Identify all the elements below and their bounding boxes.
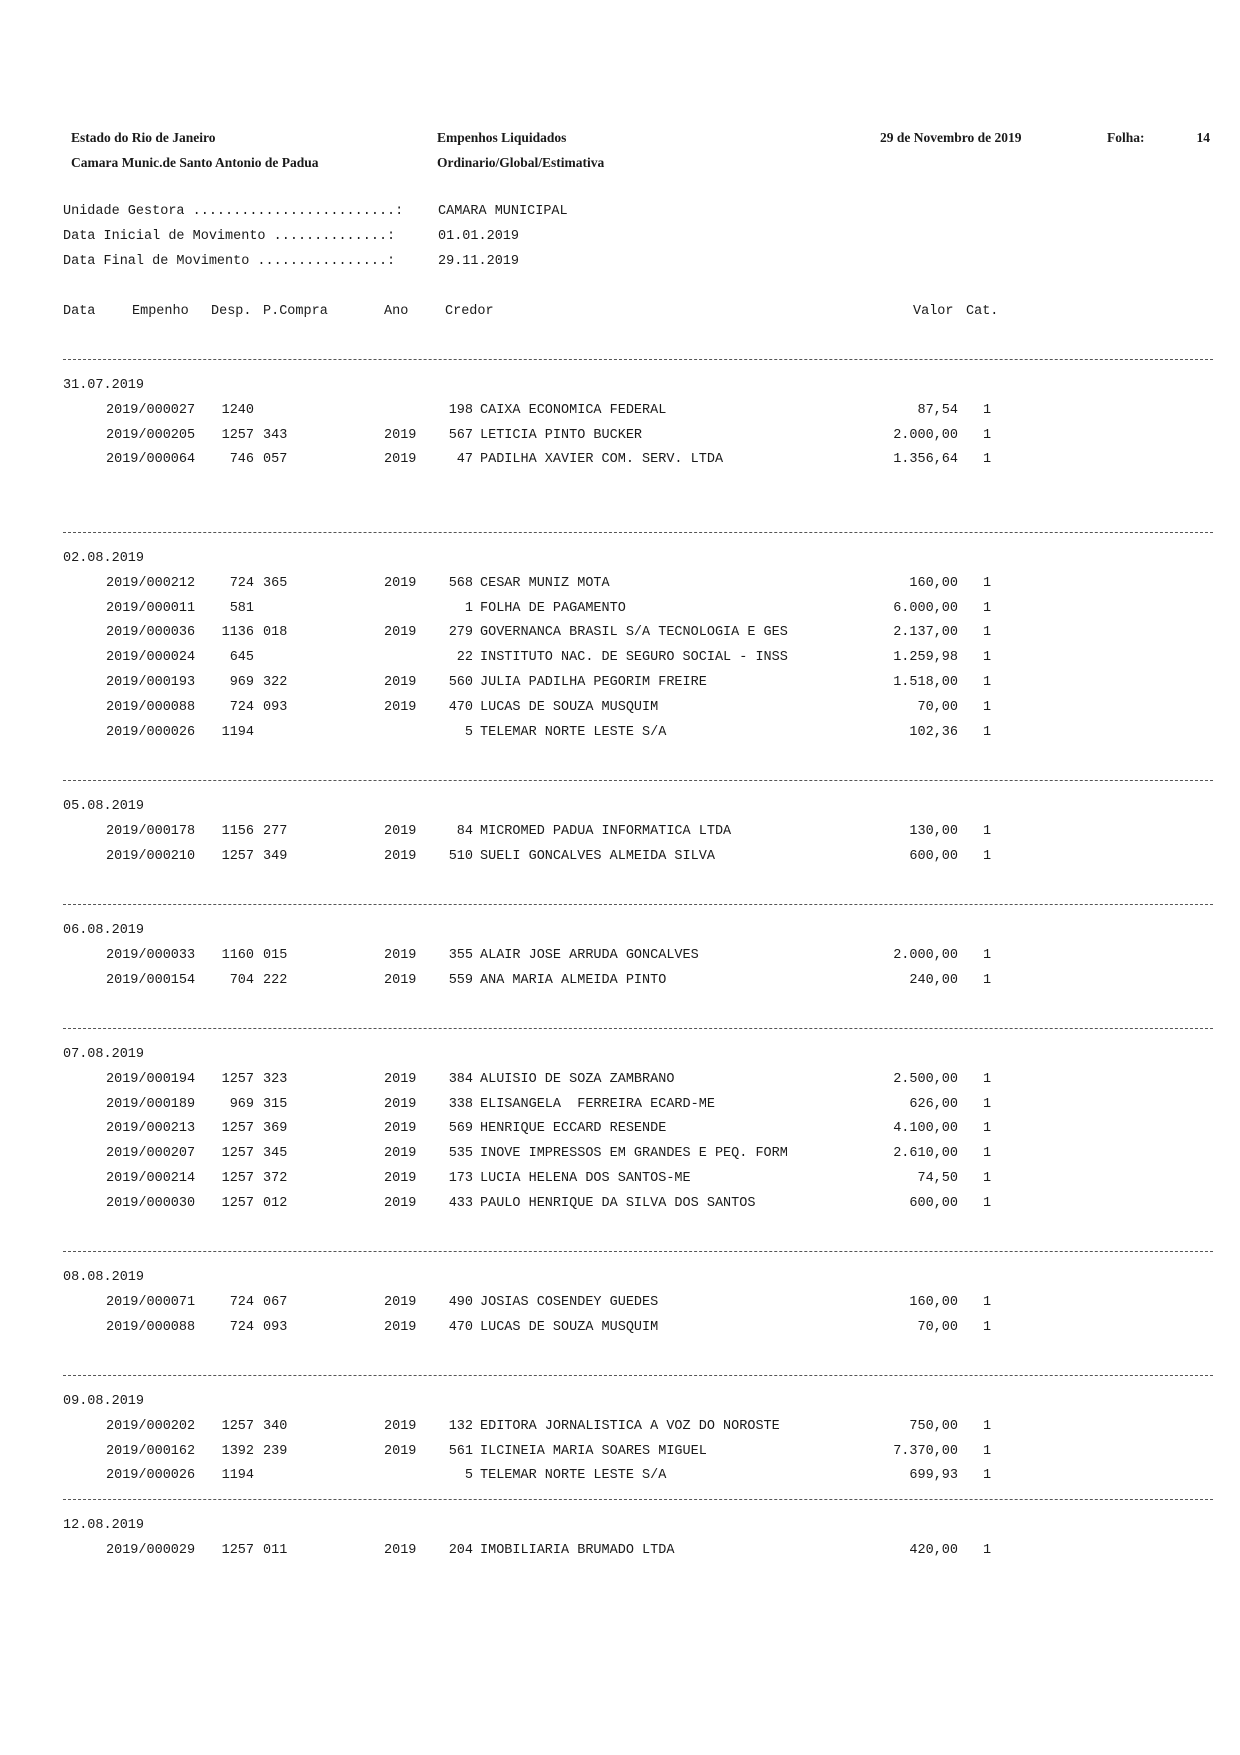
cell-cat: 1 — [983, 1294, 992, 1310]
cell-pcompra: 057 — [263, 452, 288, 468]
cell-credor-code: 384 — [448, 1071, 473, 1087]
cell-cat: 1 — [983, 650, 992, 666]
cell-ano: 2019 — [384, 1146, 417, 1162]
cell-empenho: 2019/000030 — [106, 1195, 196, 1211]
cell-ano: 2019 — [384, 1171, 417, 1186]
group-date: 09.08.2019 — [63, 1394, 145, 1409]
separator-line — [63, 780, 1213, 781]
separator-line — [63, 532, 1213, 533]
cell-credor: CESAR MUNIZ MOTA — [480, 575, 610, 591]
cell-pcompra: 315 — [263, 1096, 288, 1112]
cell-cat: 1 — [983, 1418, 992, 1434]
cell-valor: 2.500,00 — [893, 1071, 958, 1087]
cell-pcompra: 018 — [263, 625, 288, 641]
cell-credor-code: 198 — [448, 402, 473, 418]
cell-valor: 420,00 — [909, 1542, 958, 1558]
cell-credor: LUCAS DE SOUZA MUSQUIM — [480, 1319, 659, 1335]
cell-pcompra: 093 — [263, 1319, 288, 1335]
param-label-data-inicial: Data Inicial de Movimento ..............: — [63, 229, 396, 244]
cell-credor: HENRIQUE ECCARD RESENDE — [480, 1121, 667, 1137]
cell-credor: SUELI GONCALVES ALMEIDA SILVA — [480, 848, 715, 864]
cell-pcompra: 349 — [263, 848, 288, 864]
col-header-valor: Valor — [913, 304, 954, 319]
cell-desp: 1257 — [221, 1146, 254, 1162]
cell-valor: 130,00 — [909, 823, 958, 839]
col-header-ano: Ano — [384, 304, 409, 319]
cell-valor: 600,00 — [909, 848, 958, 864]
cell-pcompra: 093 — [263, 699, 288, 715]
cell-cat: 1 — [983, 675, 992, 690]
cell-cat: 1 — [983, 1542, 992, 1558]
cell-ano: 2019 — [384, 699, 417, 715]
group-date: 02.08.2019 — [63, 551, 145, 566]
param-value-unidade: CAMARA MUNICIPAL — [438, 204, 568, 219]
cell-desp: 1257 — [221, 1071, 254, 1087]
cell-cat: 1 — [983, 1319, 992, 1335]
cell-desp: 704 — [229, 972, 254, 988]
cell-credor-code: 132 — [448, 1418, 473, 1434]
cell-valor: 750,00 — [909, 1418, 958, 1434]
cell-credor-code: 560 — [448, 675, 473, 690]
cell-pcompra: 369 — [263, 1121, 288, 1137]
cell-pcompra: 012 — [263, 1195, 288, 1211]
cell-desp: 1257 — [221, 1195, 254, 1211]
cell-desp: 1257 — [221, 1542, 254, 1558]
cell-desp: 724 — [229, 699, 254, 715]
separator-line — [63, 1251, 1213, 1252]
cell-empenho: 2019/000205 — [106, 427, 196, 443]
cell-valor: 1.356,64 — [893, 452, 958, 468]
cell-credor-code: 510 — [448, 848, 473, 864]
group-date: 05.08.2019 — [63, 799, 145, 814]
cell-valor: 6.000,00 — [893, 600, 958, 616]
cell-desp: 1257 — [221, 1121, 254, 1137]
report-title: Empenhos Liquidados — [437, 130, 567, 145]
cell-empenho: 2019/000207 — [106, 1146, 196, 1162]
cell-cat: 1 — [983, 1121, 992, 1137]
cell-valor: 600,00 — [909, 1195, 958, 1211]
cell-valor: 102,36 — [909, 724, 958, 740]
report-subtitle: Ordinario/Global/Estimativa — [437, 155, 605, 170]
cell-credor: IMOBILIARIA BRUMADO LTDA — [480, 1542, 675, 1558]
cell-cat: 1 — [983, 1071, 992, 1087]
cell-cat: 1 — [983, 600, 992, 616]
cell-ano: 2019 — [384, 1443, 417, 1459]
cell-ano: 2019 — [384, 1195, 417, 1211]
group-date: 12.08.2019 — [63, 1518, 145, 1533]
cell-pcompra: 015 — [263, 947, 288, 963]
cell-credor: LUCIA HELENA DOS SANTOS-ME — [480, 1171, 691, 1186]
cell-cat: 1 — [983, 625, 992, 641]
separator-line — [63, 359, 1213, 360]
cell-empenho: 2019/000162 — [106, 1443, 196, 1459]
cell-empenho: 2019/000026 — [106, 1468, 196, 1484]
col-header-pcompra: P.Compra — [263, 304, 328, 319]
col-header-desp: Desp. — [211, 304, 252, 319]
cell-credor: EDITORA JORNALISTICA A VOZ DO NOROSTE — [480, 1418, 780, 1434]
separator-line — [63, 1375, 1213, 1376]
cell-cat: 1 — [983, 1195, 992, 1211]
cell-empenho: 2019/000029 — [106, 1542, 196, 1558]
cell-desp: 1257 — [221, 848, 254, 864]
cell-pcompra: 323 — [263, 1071, 288, 1087]
cell-credor-code: 84 — [456, 823, 473, 839]
cell-desp: 1257 — [221, 1418, 254, 1434]
cell-credor-code: 433 — [448, 1195, 473, 1211]
cell-credor: PADILHA XAVIER COM. SERV. LTDA — [480, 452, 724, 468]
cell-cat: 1 — [983, 1443, 992, 1459]
cell-ano: 2019 — [384, 1418, 417, 1434]
cell-valor: 2.137,00 — [893, 625, 958, 641]
cell-empenho: 2019/000071 — [106, 1294, 196, 1310]
cell-cat: 1 — [983, 947, 992, 963]
cell-desp: 1136 — [221, 625, 254, 641]
cell-valor: 74,50 — [917, 1171, 958, 1186]
cell-empenho: 2019/000027 — [106, 402, 196, 418]
cell-empenho: 2019/000202 — [106, 1418, 196, 1434]
cell-valor: 626,00 — [909, 1096, 958, 1112]
cell-cat: 1 — [983, 1146, 992, 1162]
cell-empenho: 2019/000189 — [106, 1096, 196, 1112]
separator-line — [63, 1028, 1213, 1029]
cell-valor: 160,00 — [909, 1294, 958, 1310]
cell-credor: ANA MARIA ALMEIDA PINTO — [480, 972, 667, 988]
cell-cat: 1 — [983, 1171, 992, 1186]
cell-credor-code: 569 — [448, 1121, 473, 1137]
cell-empenho: 2019/000064 — [106, 452, 196, 468]
cell-cat: 1 — [983, 452, 992, 468]
cell-empenho: 2019/000026 — [106, 724, 196, 740]
cell-valor: 699,93 — [909, 1468, 958, 1484]
cell-desp: 1240 — [221, 402, 254, 418]
cell-ano: 2019 — [384, 848, 417, 864]
folha-label: Folha: — [1107, 130, 1145, 145]
cell-credor: FOLHA DE PAGAMENTO — [480, 600, 626, 616]
cell-credor: ALUISIO DE SOZA ZAMBRANO — [480, 1071, 675, 1087]
cell-credor: CAIXA ECONOMICA FEDERAL — [480, 402, 667, 418]
cell-credor: LUCAS DE SOUZA MUSQUIM — [480, 699, 659, 715]
cell-valor: 4.100,00 — [893, 1121, 958, 1137]
param-value-data-final: 29.11.2019 — [438, 254, 520, 269]
cell-credor-code: 22 — [456, 650, 473, 666]
cell-desp: 724 — [229, 1294, 254, 1310]
cell-valor: 2.000,00 — [893, 427, 958, 443]
cell-cat: 1 — [983, 427, 992, 443]
cell-desp: 1156 — [221, 823, 254, 839]
cell-credor: ELISANGELA FERREIRA ECARD-ME — [480, 1096, 715, 1112]
cell-ano: 2019 — [384, 1096, 417, 1112]
cell-credor: PAULO HENRIQUE DA SILVA DOS SANTOS — [480, 1195, 756, 1211]
group-date: 06.08.2019 — [63, 923, 145, 938]
cell-ano: 2019 — [384, 625, 417, 641]
cell-empenho: 2019/000178 — [106, 823, 196, 839]
cell-pcompra: 322 — [263, 675, 288, 690]
cell-valor: 2.610,00 — [893, 1146, 958, 1162]
col-header-data: Data — [63, 304, 96, 319]
cell-credor-code: 5 — [464, 1468, 473, 1484]
separator-line — [63, 1499, 1213, 1500]
cell-credor-code: 279 — [448, 625, 473, 641]
cell-credor: TELEMAR NORTE LESTE S/A — [480, 724, 667, 740]
cell-empenho: 2019/000033 — [106, 947, 196, 963]
cell-credor-code: 47 — [456, 452, 473, 468]
cell-empenho: 2019/000214 — [106, 1171, 196, 1186]
cell-credor: MICROMED PADUA INFORMATICA LTDA — [480, 823, 732, 839]
cell-empenho: 2019/000193 — [106, 675, 196, 690]
cell-desp: 645 — [229, 650, 254, 666]
cell-desp: 746 — [229, 452, 254, 468]
cell-valor: 7.370,00 — [893, 1443, 958, 1459]
cell-credor-code: 568 — [448, 575, 473, 591]
cell-ano: 2019 — [384, 427, 417, 443]
cell-ano: 2019 — [384, 1071, 417, 1087]
cell-valor: 87,54 — [917, 402, 958, 418]
cell-cat: 1 — [983, 699, 992, 715]
cell-credor-code: 355 — [448, 947, 473, 963]
cell-credor-code: 470 — [448, 699, 473, 715]
cell-empenho: 2019/000194 — [106, 1071, 196, 1087]
entity-name: Camara Munic.de Santo Antonio de Padua — [71, 155, 319, 170]
cell-cat: 1 — [983, 575, 992, 591]
param-value-data-inicial: 01.01.2019 — [438, 229, 520, 244]
cell-credor: LETICIA PINTO BUCKER — [480, 427, 643, 443]
cell-credor-code: 338 — [448, 1096, 473, 1112]
col-header-empenho: Empenho — [132, 304, 189, 319]
cell-valor: 70,00 — [917, 1319, 958, 1335]
cell-valor: 240,00 — [909, 972, 958, 988]
cell-credor-code: 5 — [464, 724, 473, 740]
cell-cat: 1 — [983, 724, 992, 740]
cell-pcompra: 343 — [263, 427, 288, 443]
cell-empenho: 2019/000213 — [106, 1121, 196, 1137]
cell-desp: 724 — [229, 575, 254, 591]
cell-desp: 969 — [229, 675, 254, 690]
cell-pcompra: 365 — [263, 575, 288, 591]
cell-cat: 1 — [983, 402, 992, 418]
separator-line — [63, 904, 1213, 905]
cell-credor: TELEMAR NORTE LESTE S/A — [480, 1468, 667, 1484]
cell-desp: 581 — [229, 600, 254, 616]
cell-credor-code: 567 — [448, 427, 473, 443]
cell-credor: INOVE IMPRESSOS EM GRANDES E PEQ. FORM — [480, 1146, 788, 1162]
cell-credor: JULIA PADILHA PEGORIM FREIRE — [480, 675, 707, 690]
cell-credor-code: 535 — [448, 1146, 473, 1162]
cell-empenho: 2019/000088 — [106, 699, 196, 715]
param-label-unidade: Unidade Gestora .........................: — [63, 204, 404, 219]
cell-desp: 1392 — [221, 1443, 254, 1459]
cell-desp: 1257 — [221, 1171, 254, 1186]
cell-credor-code: 561 — [448, 1443, 473, 1459]
group-date: 08.08.2019 — [63, 1270, 145, 1285]
cell-credor: ALAIR JOSE ARRUDA GONCALVES — [480, 947, 699, 963]
cell-empenho: 2019/000154 — [106, 972, 196, 988]
cell-pcompra: 340 — [263, 1418, 288, 1434]
cell-valor: 2.000,00 — [893, 947, 958, 963]
cell-ano: 2019 — [384, 1542, 417, 1558]
cell-cat: 1 — [983, 972, 992, 988]
cell-valor: 160,00 — [909, 575, 958, 591]
cell-cat: 1 — [983, 848, 992, 864]
cell-desp: 1257 — [221, 427, 254, 443]
cell-ano: 2019 — [384, 823, 417, 839]
cell-credor-code: 490 — [448, 1294, 473, 1310]
group-date: 31.07.2019 — [63, 378, 145, 393]
cell-credor: INSTITUTO NAC. DE SEGURO SOCIAL - INSS — [480, 650, 788, 666]
cell-valor: 70,00 — [917, 699, 958, 715]
cell-cat: 1 — [983, 1468, 992, 1484]
cell-pcompra: 067 — [263, 1294, 288, 1310]
state-name: Estado do Rio de Janeiro — [71, 130, 216, 145]
param-label-data-final: Data Final de Movimento ................: — [63, 254, 396, 269]
cell-ano: 2019 — [384, 675, 417, 690]
cell-credor-code: 173 — [448, 1171, 473, 1186]
cell-ano: 2019 — [384, 1294, 417, 1310]
cell-pcompra: 372 — [263, 1171, 288, 1186]
cell-empenho: 2019/000210 — [106, 848, 196, 864]
cell-cat: 1 — [983, 1096, 992, 1112]
cell-credor-code: 204 — [448, 1542, 473, 1558]
cell-empenho: 2019/000212 — [106, 575, 196, 591]
cell-credor: GOVERNANCA BRASIL S/A TECNOLOGIA E GES — [480, 625, 788, 641]
cell-ano: 2019 — [384, 972, 417, 988]
cell-credor: JOSIAS COSENDEY GUEDES — [480, 1294, 659, 1310]
cell-ano: 2019 — [384, 1121, 417, 1137]
report-date: 29 de Novembro de 2019 — [880, 130, 1022, 145]
cell-valor: 1.259,98 — [893, 650, 958, 666]
cell-pcompra: 277 — [263, 823, 288, 839]
cell-valor: 1.518,00 — [893, 675, 958, 690]
folha-value: 14 — [1196, 130, 1210, 145]
cell-desp: 1160 — [221, 947, 254, 963]
cell-empenho: 2019/000036 — [106, 625, 196, 641]
cell-credor: ILCINEIA MARIA SOARES MIGUEL — [480, 1443, 707, 1459]
cell-cat: 1 — [983, 823, 992, 839]
cell-credor-code: 559 — [448, 972, 473, 988]
cell-pcompra: 011 — [263, 1542, 288, 1558]
group-date: 07.08.2019 — [63, 1047, 145, 1062]
cell-empenho: 2019/000088 — [106, 1319, 196, 1335]
cell-pcompra: 345 — [263, 1146, 288, 1162]
cell-credor-code: 470 — [448, 1319, 473, 1335]
cell-pcompra: 239 — [263, 1443, 288, 1459]
cell-empenho: 2019/000024 — [106, 650, 196, 666]
cell-desp: 1194 — [221, 724, 254, 740]
cell-empenho: 2019/000011 — [106, 600, 196, 616]
cell-desp: 969 — [229, 1096, 254, 1112]
cell-ano: 2019 — [384, 452, 417, 468]
cell-ano: 2019 — [384, 1319, 417, 1335]
col-header-cat: Cat. — [966, 304, 999, 319]
col-header-credor: Credor — [445, 304, 494, 319]
cell-ano: 2019 — [384, 947, 417, 963]
cell-credor-code: 1 — [464, 600, 473, 616]
cell-pcompra: 222 — [263, 972, 288, 988]
cell-desp: 724 — [229, 1319, 254, 1335]
cell-desp: 1194 — [221, 1468, 254, 1484]
cell-ano: 2019 — [384, 575, 417, 591]
